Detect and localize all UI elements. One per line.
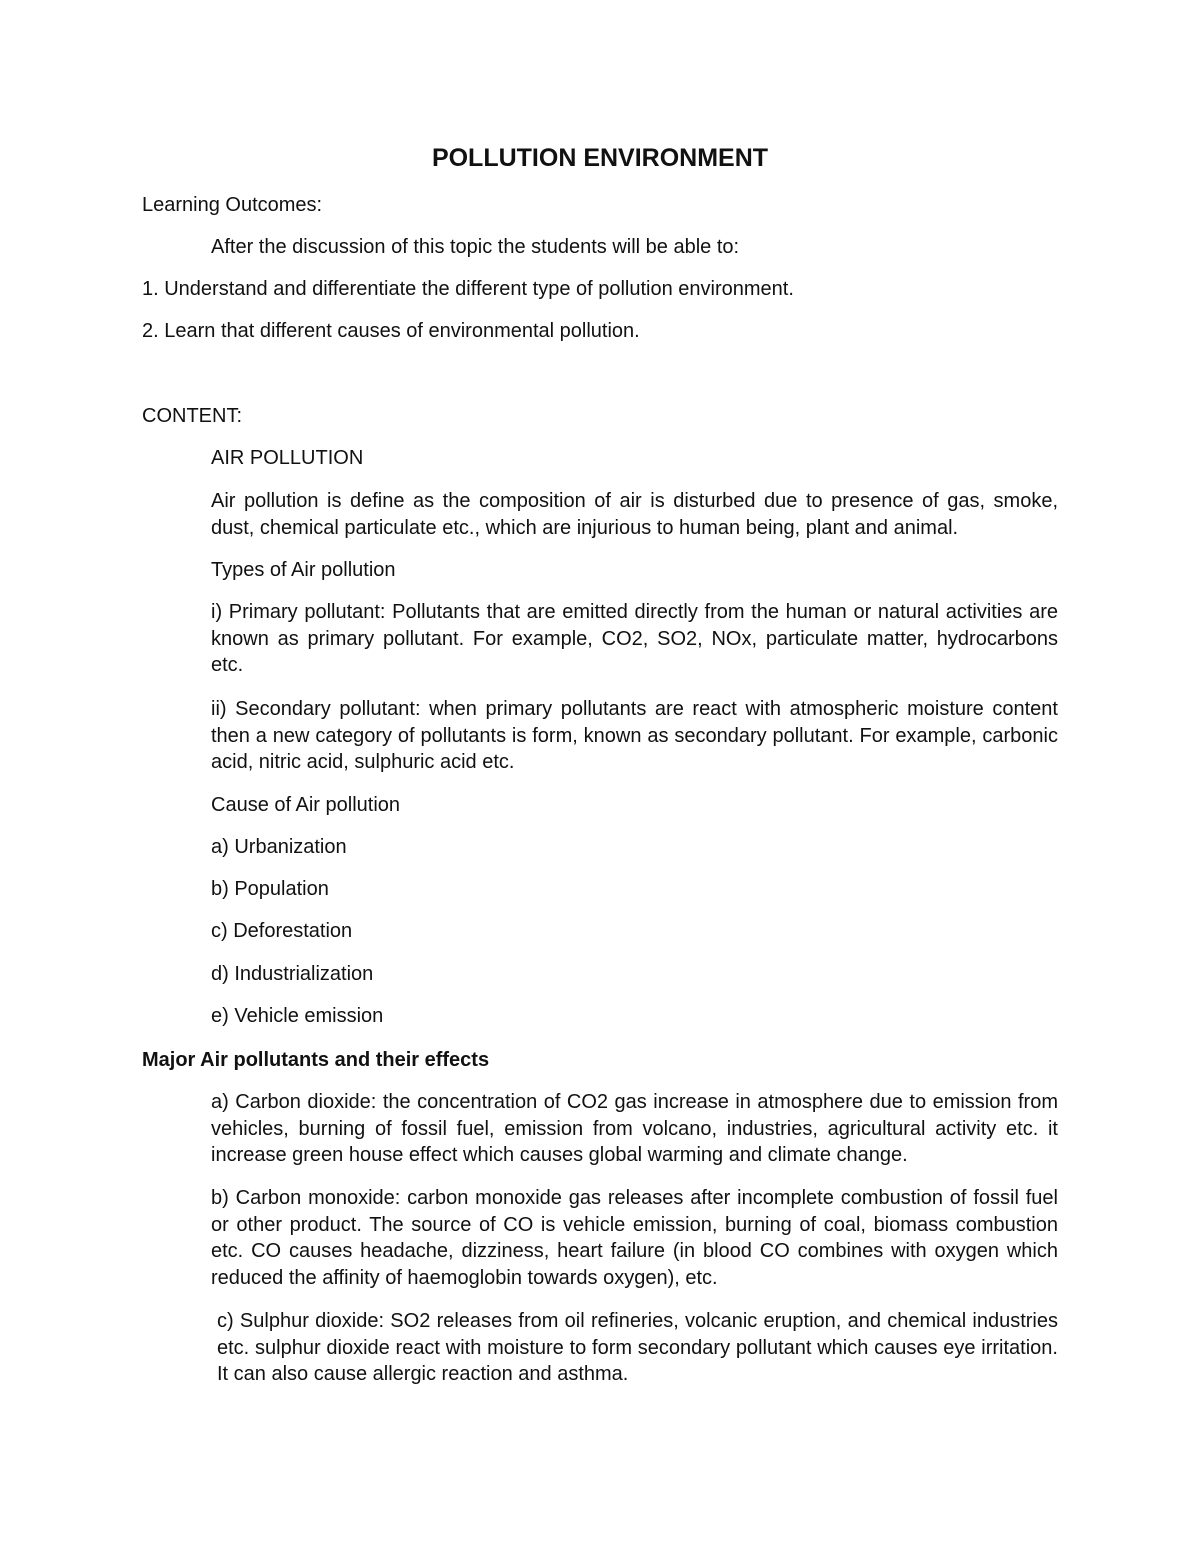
- cause-item: c) Deforestation: [211, 920, 353, 942]
- types-heading: Types of Air pollution: [211, 559, 396, 581]
- pollutant-text: c) Sulphur dioxide: SO2 releases from oil refineries, volcanic eruption, and chemical industries etc. sulphur dioxide react with moisture to form secondary pollutant which causes eye irritation. It can also cause allergic reaction and asthma.: [217, 1310, 1058, 1385]
- air-pollution-definition: [142, 488, 1058, 541]
- pollutant-text: b) Carbon monoxide: carbon monoxide gas releases after incomplete combustion of fossil fuel or other product. The source of CO is vehicle emission, burning of coal, biomass combustion etc. CO causes headache, dizziness, heart failure (in blood CO combines with oxygen which reduced the affinity of haemoglobin towards oxygen), etc.: [211, 1187, 1058, 1289]
- pollutant-item: [142, 1089, 1058, 1169]
- type-text: i) Primary pollutant: Pollutants that are emitted directly from the human or natural activities are known as primary pollutant. For example, CO2, SO2, NOx, particulate matter, hydrocarbons etc.: [211, 601, 1058, 676]
- pollutant-text: a) Carbon dioxide: the concentration of CO2 gas increase in atmosphere due to emission from vehicles, burning of fossil fuel, emission from volcano, industries, agricultural activity etc. it increase green house effect which causes global warming and climate change.: [211, 1091, 1058, 1166]
- air-pollution-heading: AIR POLLUTION: [211, 447, 364, 469]
- cause-item: b) Population: [211, 878, 329, 900]
- document-page: [142, 0, 1058, 1553]
- pollutant-item: [142, 1185, 1058, 1291]
- outcome-item: 1. Understand and differentiate the different type of pollution environment.: [142, 278, 794, 300]
- document-title: POLLUTION ENVIRONMENT: [431, 144, 769, 172]
- content-label: CONTENT:: [142, 405, 242, 427]
- intro-text: After the discussion of this topic the students will be able to:: [211, 236, 740, 258]
- cause-item: a) Urbanization: [211, 836, 347, 858]
- definition-text: Air pollution is define as the composition of air is disturbed due to presence of gas, smoke, dust, chemical particulate etc., which are injurious to human being, plant and animal.: [211, 490, 1058, 539]
- type-item: [142, 599, 1058, 679]
- major-pollutants-heading: Major Air pollutants and their effects: [142, 1049, 490, 1071]
- cause-item: d) Industrialization: [211, 963, 374, 985]
- causes-heading: Cause of Air pollution: [211, 794, 401, 816]
- cause-item: e) Vehicle emission: [211, 1005, 384, 1027]
- type-text: ii) Secondary pollutant: when primary pollutants are react with atmospheric moisture content then a new category of pollutants is form, known as secondary pollutant. For example, carbonic acid, nitric acid, sulphuric acid etc.: [211, 698, 1058, 773]
- outcome-item: 2. Learn that different causes of environmental pollution.: [142, 320, 640, 342]
- pollutant-item: [142, 1308, 1058, 1388]
- learning-outcomes-label: Learning Outcomes:: [142, 194, 323, 216]
- type-item: [142, 696, 1058, 776]
